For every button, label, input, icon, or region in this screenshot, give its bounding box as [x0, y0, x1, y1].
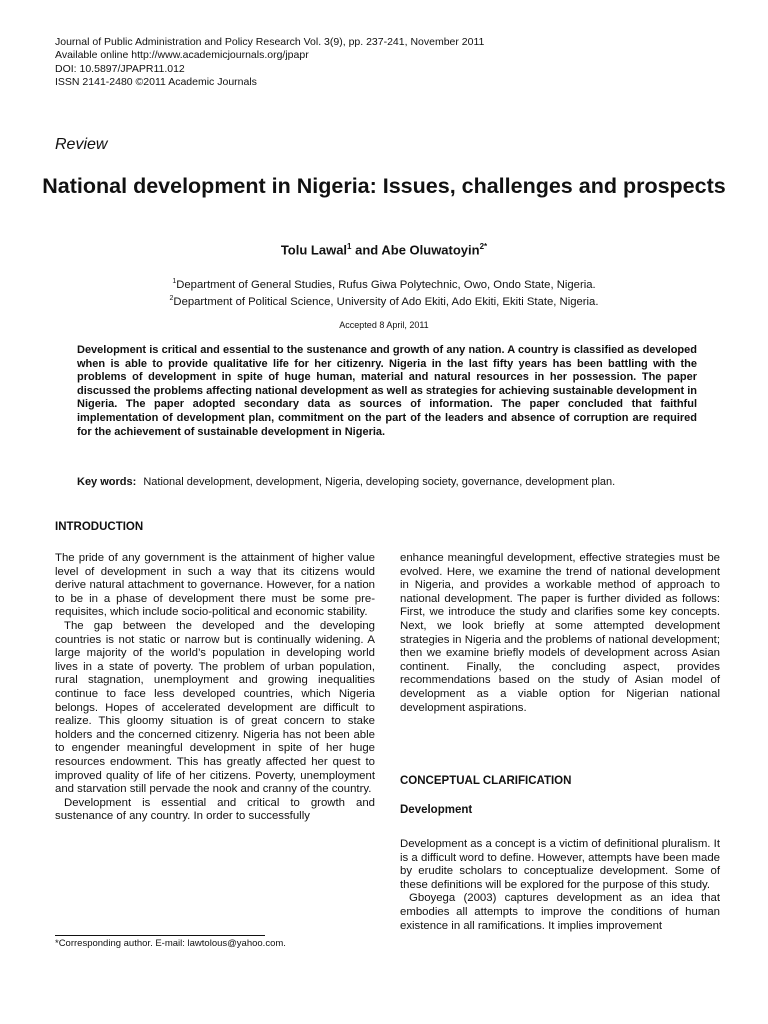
affiliation-1-sup: 1	[172, 278, 177, 285]
affiliation-2	[0, 292, 768, 309]
conceptual-heading: CONCEPTUAL CLARIFICATION	[400, 775, 572, 787]
journal-issn: ISSN 2141-2480 ©2011 Academic Journals	[55, 75, 257, 88]
development-paragraph-1: Development as a concept is a victim of definitional pluralism. It is a difficult word to define. However, attempts have been made by erudite scholars to conceptualize development. Some of these definitions will be explored for the purpose of this study.	[400, 838, 720, 891]
footnote-rule	[55, 935, 265, 936]
affiliation-2-text: Department of Political Science, University of Ado Ekiti, Ado Ekiti, Ekiti State, Nigeria.	[173, 296, 599, 309]
author-1-sup: 1	[347, 242, 352, 251]
journal-url: Available online http://www.academicjournals.org/jpapr	[55, 49, 309, 62]
journal-doi: DOI: 10.5897/JPAPR11.012	[55, 62, 185, 75]
intro-paragraph-2: The gap between the developed and the developing countries is not static or narrow but is continually widening. A large majority of the world’s population in developing world lives in a state of poverty. The problem of urban population, rural stagnation, unemployment and growing inequalities continue to face less developed countries, which Nigeria belongs. Hopes of accelerated development are difficult to realize. This gloomy situation is of great concern to stake holders and the concerned citizenry. Nigeria has not been able to engender meaningful development in spite of her huge resources endowment. This has greatly affected her quest to improved quality of life of her citizens. Poverty, unemployment and starvation still pervade the nook and cranny of the country.	[55, 619, 375, 796]
keywords	[77, 476, 717, 488]
abstract: Development is critical and essential to the sustenance and growth of any nation. A country is classified as developed when is able to provide qualitative life for her citizenry. Nigeria in the last fifty years has been battling with the problems of development in spite of huge human, material and natural resources in her possession. The paper discussed the problems affecting national development as well as strategies for achieving sustainable development in Nigeria. The paper adopted secondary data as sources of information. The paper concluded that faithful implementation of development plan, commitment on the part of the leaders and absence of corruption are required for the achievement of sustainable development in Nigeria.	[77, 344, 697, 438]
keywords-text: National development, development, Nigeria, developing society, governance, development plan.	[143, 476, 616, 488]
affiliation-2-sup: 2	[169, 295, 174, 303]
affiliation-1-text: Department of General Studies, Rufus Giwa Polytechnic, Owo, Ondo State, Nigeria.	[176, 278, 596, 291]
accepted-date: Accepted 8 April, 2011	[339, 320, 429, 330]
author-2: Abe Oluwatoyin	[381, 242, 480, 258]
keywords-label: Key words:	[77, 476, 137, 488]
development-subheading: Development	[400, 804, 473, 816]
author-conjunction: and	[351, 242, 382, 258]
left-column	[55, 552, 375, 824]
author-2-sup: 2*	[479, 242, 488, 251]
affiliations	[0, 275, 768, 310]
journal-citation: Journal of Public Administration and Policy Research Vol. 3(9), pp. 237-241, November 2011	[55, 36, 485, 48]
right-column	[400, 552, 720, 715]
development-paragraph-2: Gboyega (2003) captures development as an idea that embodies all attempts to improve the conditions of human existence in all ramifications. It implies improvement	[400, 892, 720, 932]
intro-paragraph-3: Development is essential and critical to growth and sustenance of any country. In order to successfully	[55, 796, 375, 823]
intro-continuation: enhance meaningful development, effective strategies must be evolved. Here, we examine the trend of national development in Nigeria, and provides a workable method of approach to national development. The paper is further divided as follows: First, we introduce the study and clarifies some key concepts. Next, we look briefly at some attempted development strategies in Nigeria and the problems of national development; then we examine briefly models of development across Asian continent. Finally, the concluding aspect, provides recommendations based on the study of Asian model of development as a viable option for Nigerian national development aspirations.	[400, 552, 720, 714]
affiliation-1	[0, 275, 768, 292]
author-1: Tolu Lawal	[280, 242, 348, 258]
corresponding-author-footnote: *Corresponding author. E-mail: lawtolous@yahoo.com.	[55, 938, 286, 949]
intro-paragraph-1: The pride of any government is the attainment of higher value level of development in such a way that its citizens would derive natural attachment to governance. However, for a nation to be in a phase of development there must be some pre-requisites, which include socio-political and economic stability.	[55, 552, 375, 619]
journal-header	[55, 36, 484, 89]
introduction-heading: INTRODUCTION	[55, 521, 144, 533]
article-type: Review	[55, 136, 108, 153]
development-section	[400, 838, 720, 933]
authors-line	[0, 242, 768, 257]
article-title: National development in Nigeria: Issues, challenges and prospects	[42, 174, 726, 198]
